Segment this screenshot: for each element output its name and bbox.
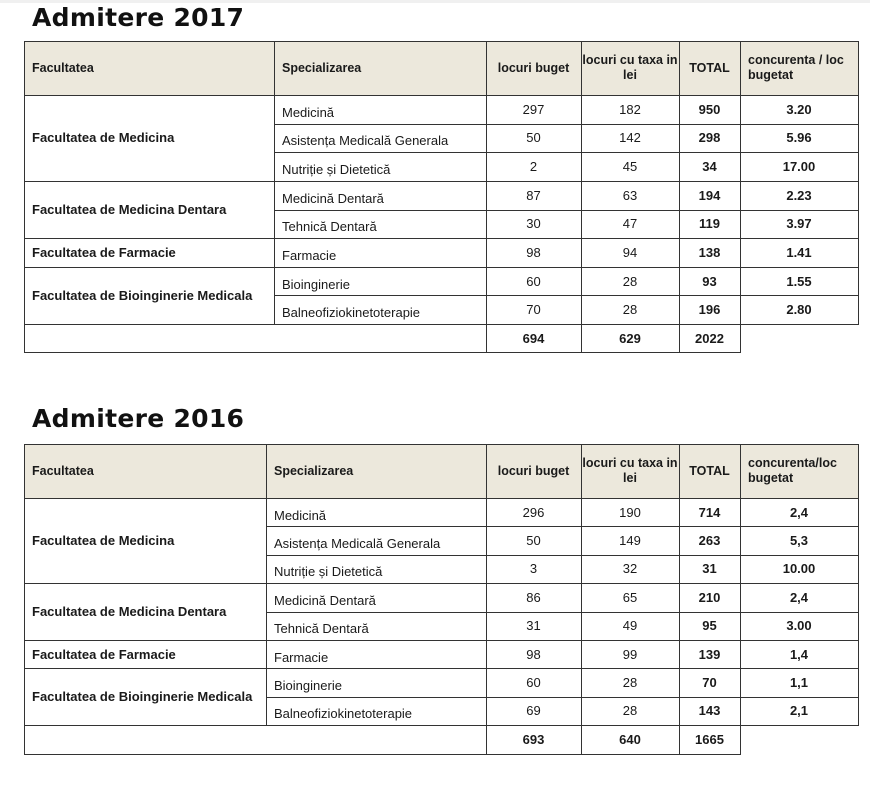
faculty-name: Facultatea de Medicina Dentara [32,604,227,620]
budget-places: 50 [526,130,541,146]
table-rule [24,352,741,353]
header-tax-places: locuri cu taxa in lei [581,444,679,498]
total-places: 93 [702,273,717,289]
table-rule [581,41,582,352]
table-rule [274,181,858,182]
table-rule [274,124,858,125]
total-places: 143 [698,703,721,719]
budget-places: 98 [526,244,541,260]
total-places: 34 [702,159,717,175]
specialization-name: Balneofiziokinetoterapie [274,706,413,722]
tax-places: 182 [619,101,641,117]
budget-places: 3 [529,561,538,577]
header-budget-places: locuri buget [486,41,581,95]
total-places: 194 [698,187,721,203]
tax-places: 28 [622,273,638,289]
table-rule [274,238,858,239]
specialization-name: Bioinginerie [274,678,342,694]
table-rule [274,152,858,153]
table-rule [266,526,858,527]
tax-places: 32 [622,561,638,577]
tax-places: 190 [619,504,641,520]
table-rule [266,444,267,725]
faculty-name: Facultatea de Medicina [32,130,175,146]
faculty-name: Facultatea de Bioinginerie Medicala [32,689,253,705]
specialization-name: Nutriție și Dietetică [274,564,383,580]
tax-places: 28 [622,302,638,318]
budget-places: 60 [526,273,541,289]
specialization-name: Medicină Dentară [282,190,384,206]
budget-places: 2 [529,159,538,175]
header-competition: concurenta / loc bugetat [740,41,858,95]
total-places: 263 [698,533,721,549]
table-rule [24,444,25,754]
specialization-name: Balneofiziokinetoterapie [282,305,421,321]
faculty-name: Facultatea de Bioinginerie Medicala [32,287,253,303]
table-rule [24,238,274,239]
tax-places: 28 [622,703,638,719]
specialization-name: Medicină [274,507,327,523]
table-rule [858,444,859,726]
specialization-name: Asistența Medicală Generala [282,133,449,149]
table-rule [266,697,858,698]
table-rule [274,41,275,324]
sum-budget: 694 [522,330,545,346]
faculty-name: Facultatea de Medicina Dentara [32,202,227,217]
tax-places: 45 [622,159,638,175]
section-title: Admitere 2016 [32,404,245,433]
sum-tax: 629 [619,330,641,346]
sum-tax: 640 [619,732,641,748]
competition-ratio: 2,4 [789,589,809,605]
competition-ratio: 2,4 [789,504,809,520]
competition-ratio: 1,1 [789,675,809,691]
table-rule [24,725,858,726]
competition-ratio: 2.23 [786,187,812,203]
tax-places: 47 [622,216,638,232]
tax-places: 94 [622,244,638,260]
specialization-name: Tehnică Dentară [282,219,377,235]
tax-places: 28 [622,675,638,691]
specialization-name: Bioinginerie [282,276,350,292]
header-tax-places: locuri cu taxa in lei [581,41,679,95]
table-rule [581,444,582,754]
table-rule [24,498,858,499]
total-places: 714 [698,504,721,520]
competition-ratio: 3.00 [786,618,812,634]
budget-places: 70 [526,302,541,318]
tax-places: 63 [622,187,638,203]
tax-places: 142 [619,130,641,146]
specialization-name: Medicină Dentară [274,592,376,608]
total-places: 139 [698,646,721,662]
budget-places: 31 [526,618,541,634]
header-total: TOTAL [679,41,740,95]
total-places: 95 [702,618,717,634]
budget-places: 69 [526,703,541,719]
competition-ratio: 2.80 [786,302,812,318]
faculty-name: Facultatea de Medicina [32,533,175,549]
budget-places: 87 [526,187,541,203]
sum-budget: 693 [522,732,545,748]
tax-places: 49 [622,618,638,634]
specialization-name: Tehnică Dentară [274,621,369,637]
header-faculty: Facultatea [24,444,266,498]
specialization-name: Medicină [282,104,335,120]
competition-ratio: 5.96 [786,130,812,146]
table-rule [24,640,266,641]
table-rule [266,583,858,584]
header-total: TOTAL [679,444,740,498]
table-rule [274,210,858,211]
faculty-name: Facultatea de Farmacie [32,244,176,260]
sum-total: 2022 [695,330,724,346]
budget-places: 297 [522,101,545,117]
header-competition: concurenta/loc bugetat [740,444,858,498]
header-faculty: Facultatea [24,41,274,95]
competition-ratio: 1.41 [786,244,812,260]
table-rule [24,324,858,325]
specialization-name: Nutriție și Dietetică [282,162,391,178]
total-row-merge [274,325,275,352]
table-rule [24,41,858,42]
section-title: Admitere 2017 [32,3,245,32]
tax-places: 149 [619,533,641,549]
competition-ratio: 1,4 [789,646,809,662]
competition-ratio: 3.20 [786,101,812,117]
budget-places: 98 [526,646,541,662]
sum-total: 1665 [695,732,724,748]
table-rule [266,555,858,556]
total-places: 138 [698,244,721,260]
table-rule [24,181,274,182]
specialization-name: Asistența Medicală Generala [274,536,441,552]
budget-places: 60 [526,675,541,691]
total-places: 119 [699,216,720,232]
competition-ratio: 3.97 [786,216,812,232]
header-specialization: Specializarea [274,41,486,95]
table-rule [24,267,274,268]
table-rule [858,41,859,325]
faculty-name: Facultatea de Farmacie [32,646,176,662]
total-places: 298 [698,130,721,146]
specialization-name: Farmacie [274,649,329,665]
total-places: 70 [702,675,717,691]
budget-places: 296 [522,504,545,520]
table-rule [24,95,858,96]
table-rule [24,668,266,669]
total-places: 31 [702,561,717,577]
table-rule [486,41,487,352]
table-rule [486,444,487,754]
table-rule [266,612,858,613]
total-row-merge [266,726,267,754]
competition-ratio: 10.00 [782,561,816,577]
total-places: 196 [698,302,721,318]
table-rule [274,295,858,296]
table-rule [740,444,741,755]
table-rule [24,41,25,352]
table-rule [24,754,741,755]
competition-ratio: 2,1 [789,703,809,719]
table-rule [266,640,858,641]
table-rule [679,444,680,754]
specialization-name: Farmacie [282,247,337,263]
tax-places: 65 [622,589,638,605]
total-places: 210 [698,589,721,605]
header-budget-places: locuri buget [486,444,581,498]
competition-ratio: 5,3 [789,533,809,549]
admission-block [0,400,870,800]
budget-places: 86 [526,589,541,605]
table-rule [274,267,858,268]
table-rule [679,41,680,352]
table-rule [24,583,266,584]
budget-places: 30 [526,216,541,232]
table-rule [266,668,858,669]
header-specialization: Specializarea [266,444,486,498]
table-rule [24,444,858,445]
table-rule [740,41,741,353]
competition-ratio: 1.55 [786,273,812,289]
total-places: 950 [698,101,721,117]
tax-places: 99 [622,646,638,662]
competition-ratio: 17.00 [782,159,816,175]
budget-places: 50 [526,533,541,549]
